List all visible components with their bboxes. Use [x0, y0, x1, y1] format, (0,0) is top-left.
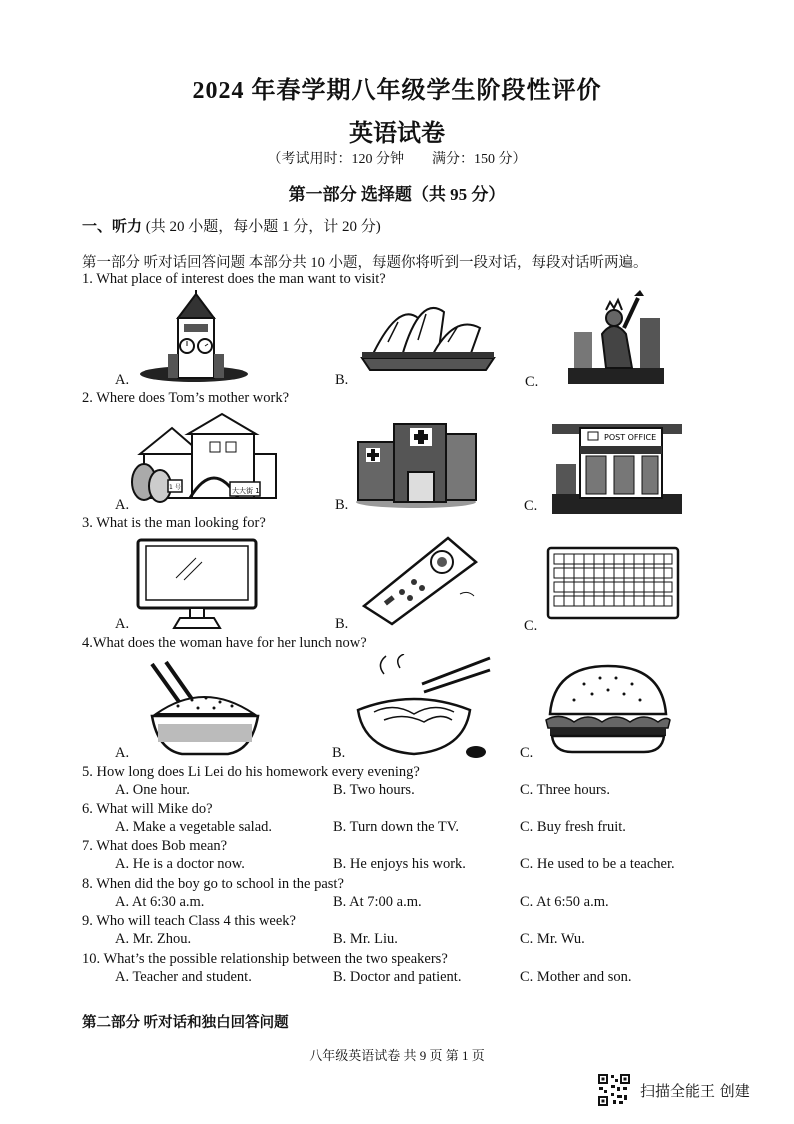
option-label: C. [525, 374, 539, 390]
sydney-opera-house-icon [358, 292, 498, 376]
school-sign: 大大街 1 [232, 487, 260, 495]
school-door-sign: 1 号 [169, 484, 181, 491]
hospital-icon [354, 418, 482, 510]
option-c: C. Buy fresh fruit. [520, 819, 626, 835]
school-icon [130, 408, 280, 508]
section-one-intro: 第一部分 听对话回答问题 本部分共 10 小题，每题你将听到一段对话，每段对话听两遍。 [82, 255, 648, 271]
noodles-icon [354, 654, 494, 762]
option-a: A. Teacher and student. [115, 969, 252, 985]
option-label: A. [115, 372, 130, 388]
question-6: 6. What will Mike do? [82, 801, 213, 817]
question-9: 9. Who will teach Class 4 this week? [82, 913, 296, 929]
option-a: A. He is a doctor now. [115, 856, 245, 872]
option-label: C. [520, 745, 534, 761]
keyboard-icon [546, 546, 680, 620]
option-b: B. Doctor and patient. [333, 969, 462, 985]
qr-code-icon [597, 1073, 631, 1107]
option-label: B. [335, 372, 349, 388]
exam-info: （考试用时：120 分钟 满分：150 分） [267, 152, 527, 167]
question-1: 1. What place of interest does the man want to visit? [82, 271, 386, 287]
section-one-heading [82, 215, 381, 236]
question-2: 2. Where does Tom’s mother work? [82, 390, 290, 406]
exam-subtitle: 英语试卷 [349, 121, 445, 147]
statue-of-liberty-icon [568, 288, 664, 386]
option-c: C. At 6:50 a.m. [520, 894, 609, 910]
option-a: A. Make a vegetable salad. [115, 819, 273, 835]
option-label: A. [115, 745, 130, 761]
question-7: 7. What does Bob mean? [82, 838, 228, 854]
question-3: 3. What is the man looking for? [82, 515, 266, 531]
section-two-heading: 第二部分 听对话和独白回答问题 [82, 1015, 289, 1031]
section-one-title: 一、听力 [82, 219, 143, 235]
page-footer: 八年级英语试卷 共 9 页 第 1 页 [309, 1048, 485, 1063]
scanner-watermark: 扫描全能王 创建 [640, 1082, 750, 1100]
option-label: B. [335, 616, 349, 632]
option-a: A. Mr. Zhou. [115, 931, 192, 947]
remote-control-icon [356, 534, 484, 626]
option-c: C. He used to be a teacher. [520, 856, 675, 872]
part-one-heading: 第一部分 选择题（共 95 分） [288, 185, 506, 204]
option-c: C. Three hours. [520, 782, 610, 798]
option-b: B. Turn down the TV. [333, 819, 459, 835]
option-b: B. Mr. Liu. [333, 931, 398, 947]
section-one-detail: (共 20 小题，每小题 1 分，计 20 分) [145, 219, 381, 235]
rice-bowl-icon [148, 660, 264, 760]
hamburger-icon [544, 664, 672, 754]
question-8: 8. When did the boy go to school in the past? [82, 876, 344, 892]
option-b: B. He enjoys his work. [333, 856, 466, 872]
option-c: C. Mr. Wu. [520, 931, 585, 947]
option-label: A. [115, 616, 130, 632]
question-10: 10. What’s the possible relationship between the two speakers? [82, 951, 448, 967]
question-4: 4.What does the woman have for her lunch now? [82, 635, 367, 651]
option-b: B. Two hours. [333, 782, 415, 798]
option-label: C. [524, 618, 538, 634]
option-label: B. [332, 745, 346, 761]
post-office-sign: POST OFFICE [604, 433, 657, 442]
option-c: C. Mother and son. [520, 969, 632, 985]
post-office-icon [552, 424, 682, 514]
option-a: A. One hour. [115, 782, 190, 798]
big-ben-icon [138, 290, 250, 386]
option-label: B. [335, 497, 349, 513]
exam-title: 2024 年春学期八年级学生阶段性评价 [192, 78, 602, 104]
monitor-icon [136, 538, 260, 630]
option-a: A. At 6:30 a.m. [115, 894, 205, 910]
option-label: C. [524, 498, 538, 514]
question-5: 5. How long does Li Lei do his homework every evening? [82, 764, 420, 780]
option-b: B. At 7:00 a.m. [333, 894, 422, 910]
option-label: A. [115, 497, 130, 513]
